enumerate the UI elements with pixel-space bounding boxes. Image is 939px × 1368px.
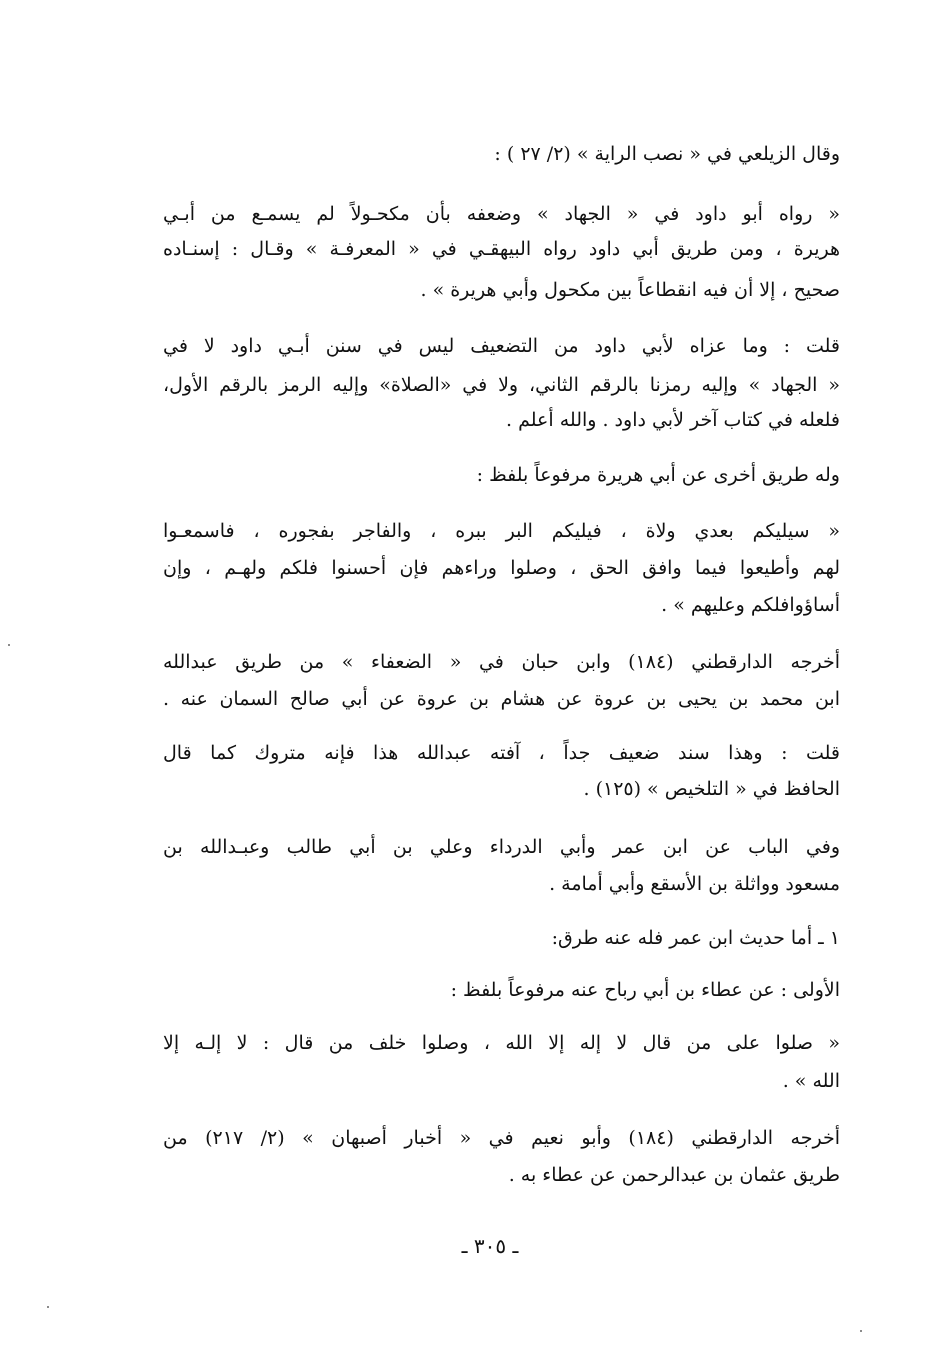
- text-line: « سيليكم بعدي ولاة ، فيليكم البر ببره ، والفاجر بفجوره ، فاسمعـوا: [163, 520, 840, 542]
- text-line: قلت : وما عزاه لأبي داود من التضعيف ليس في سنن أبـي داود لا في: [163, 335, 840, 357]
- scan-speck: [8, 644, 10, 646]
- text-line: وقال الزيلعي في « نصب الراية » (٢/ ٢٧ ) :: [494, 143, 840, 165]
- text-line: أخرجه الدارقطني (١٨٤) وأبو نعيم في « أخبار أصبهان » (٢/ ٢١٧) من: [163, 1127, 840, 1149]
- text-line: طريق عثمان بن عبدالرحمن عن عطاء به .: [508, 1164, 840, 1186]
- text-line: لهم وأطيعوا فيما وافق الحق ، وصلوا وراءهم فإن أحسنوا فلكم ولهـم ، وإن: [163, 557, 840, 579]
- text-line: « الجهاد » وإليه رمزنا بالرقم الثاني، ولا في «الصلاة» وإليه الرمز بالرقم الأول،: [163, 374, 840, 396]
- text-line: ١ ـ أما حديث ابن عمر فله عنه طرق:: [551, 927, 840, 949]
- text-line: وفي الباب عن ابن عمر وأبي الدرداء وعلي بن أبي طالب وعبـدالله بن: [163, 836, 840, 858]
- text-line: ابن محمد بن يحيى بن عروة عن هشام بن عروة عن أبي صالح السمان عنه .: [163, 688, 840, 710]
- text-line: وله طريق أخرى عن أبي هريرة مرفوعاً بلفظ :: [476, 464, 840, 486]
- scan-speck: [47, 1306, 49, 1308]
- text-line: « صلوا على من قال لا إله إلا الله ، وصلوا خلف من قال : لا إلـه إلا: [163, 1032, 840, 1054]
- text-line: أخرجه الدارقطني (١٨٤) وابن حبان في « الضعفاء » من طريق عبدالله: [163, 651, 840, 673]
- text-line: « رواه أبو داود في « الجهاد » وضعفه بأن مكحـولاً لم يسمـع من أبـي: [163, 203, 840, 225]
- text-line: مسعود وواثلة بن الأسقع وأبي أمامة .: [549, 873, 840, 895]
- text-line: فلعله في كتاب آخر لأبي داود . والله أعلم .: [506, 409, 840, 431]
- text-line: صحيح ، إلا أن فيه انقطاعاً بين مكحول وأبي هريرة » .: [420, 279, 840, 301]
- text-line: الله » .: [782, 1070, 840, 1092]
- scan-speck: [860, 1330, 862, 1332]
- text-line: الأولى : عن عطاء بن أبي رباح عنه مرفوعاً بلفظ :: [450, 979, 840, 1001]
- text-line: الحافظ في « التلخيص » (١٢٥) .: [583, 778, 840, 800]
- text-line: أساؤوافلكم وعليهم » .: [661, 594, 840, 616]
- text-line: قلت : وهذا سند ضعيف جداً ، آفته عبدالله هذا فإنه متروك كما قال: [163, 742, 840, 764]
- page-number: ـ ٣٠٥ ـ: [461, 1234, 519, 1258]
- text-line: هريرة ، ومن طريق أبي داود رواه البيهقـي في « المعرفـة » وقـال : إسنـاده: [163, 238, 840, 260]
